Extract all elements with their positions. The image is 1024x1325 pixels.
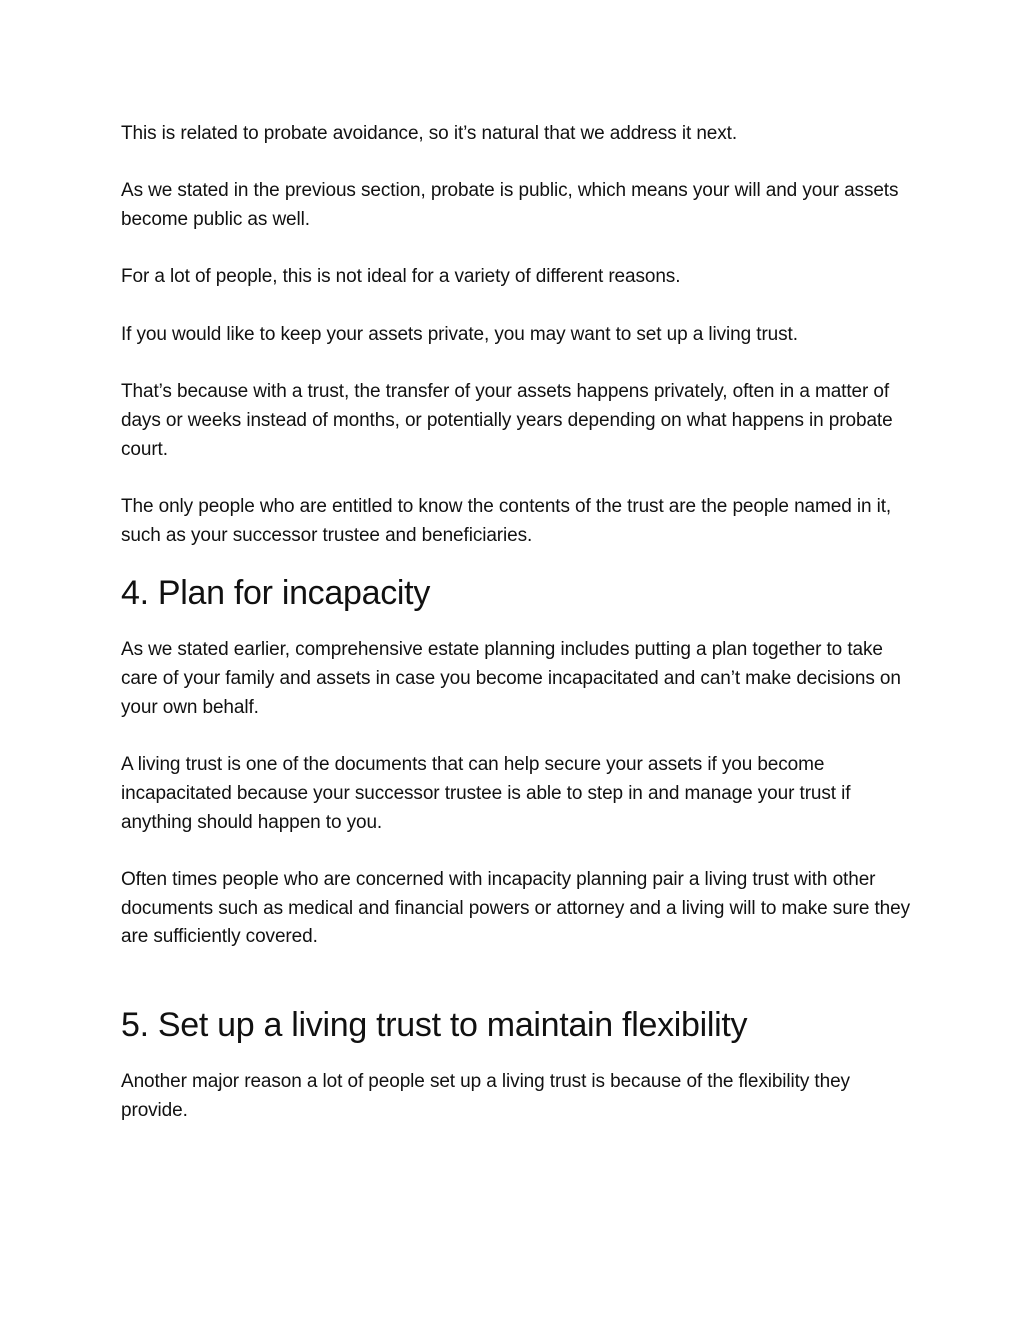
- section-heading-plan-for-incapacity: 4. Plan for incapacity: [121, 574, 431, 613]
- section-heading-flexibility: 5. Set up a living trust to maintain flexibility: [121, 1006, 748, 1045]
- paragraph-living-trust-secure: A living trust is one of the documents that can help secure your assets if you become incapacitated because your successor trustee is able to step in and manage your trust if anything should happen to you.: [121, 754, 851, 833]
- paragraph-flexibility-reason: Another major reason a lot of people set up a living trust is because of the flexibility they provide.: [121, 1071, 850, 1121]
- paragraph-transfer-privately: That’s because with a trust, the transfer of your assets happens privately, often in a matter of days or weeks instead of months, or potentially years depending on what happens in probate court.: [121, 381, 893, 460]
- paragraph-incapacity-pairing: Often times people who are concerned with incapacity planning pair a living trust with other documents such as medical and financial powers or attorney and a living will to make sure they are sufficiently covered.: [121, 869, 911, 948]
- paragraph-probate-public: As we stated in the previous section, probate is public, which means your will and your assets become public as well.: [121, 180, 899, 231]
- paragraph-comprehensive-planning: As we stated earlier, comprehensive estate planning includes putting a plan together to take care of your family and assets in case you become incapacitated and can’t make decisions on your own behalf.: [121, 639, 901, 718]
- paragraph-keep-private: If you would like to keep your assets private, you may want to set up a living trust.: [121, 323, 798, 345]
- paragraph-probate-avoidance: This is related to probate avoidance, so it’s natural that we address it next.: [121, 123, 738, 144]
- paragraph-entitled-people: The only people who are entitled to know the contents of the trust are the people named in it, such as your successor trustee and beneficiaries.: [121, 496, 892, 546]
- document-body: [121, 120, 911, 1126]
- paragraph-not-ideal: For a lot of people, this is not ideal for a variety of different reasons.: [121, 266, 681, 288]
